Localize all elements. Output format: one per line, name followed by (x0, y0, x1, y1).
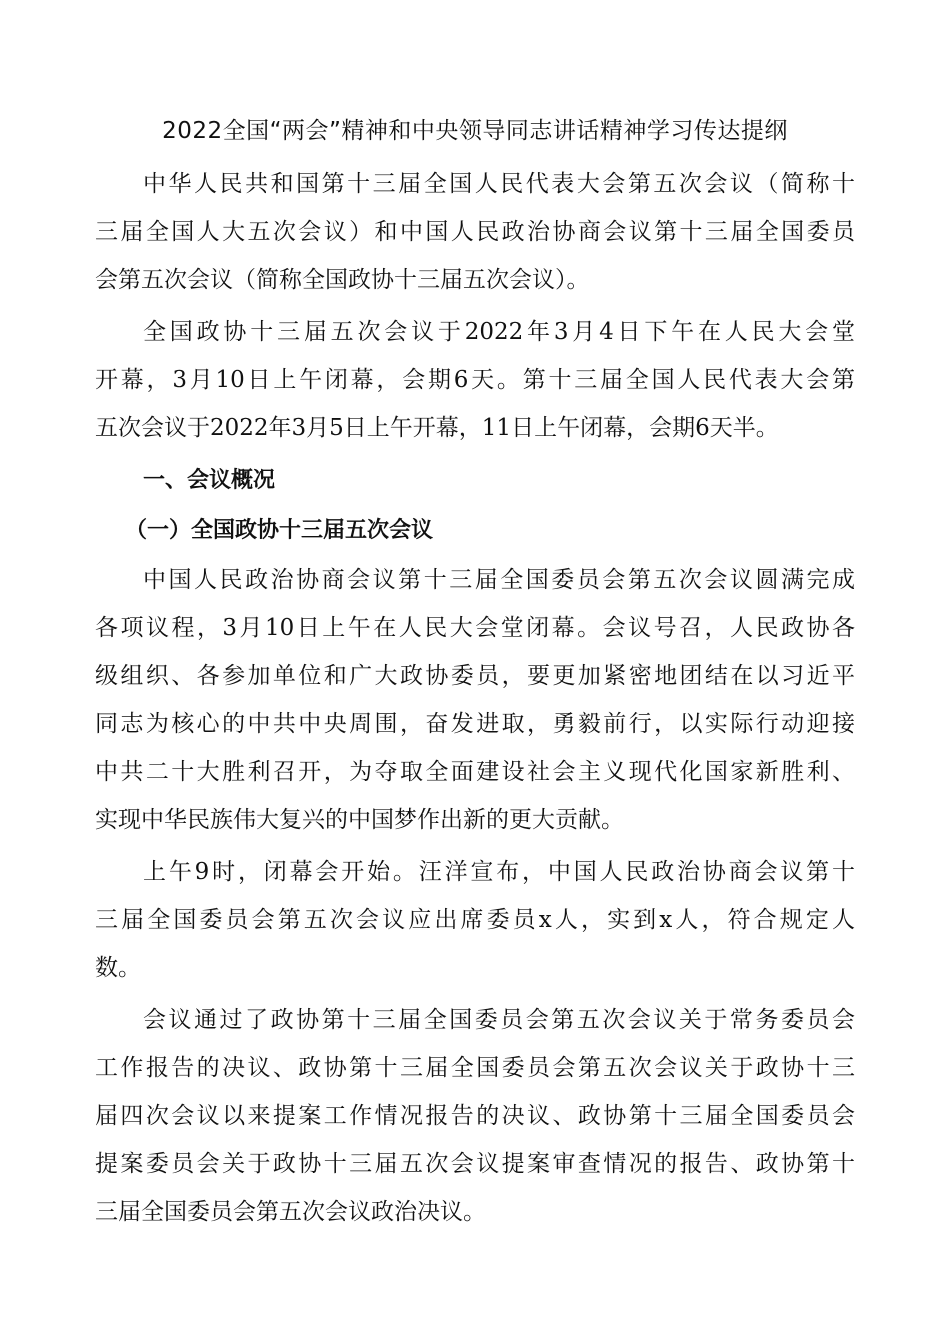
document-body (95, 160, 855, 1240)
paragraph (95, 848, 855, 992)
paragraph-line: 三届全国委员会第五次会议应出席委员x人，实到x人，符合规定人 (95, 907, 855, 933)
paragraph-line: 中国人民政治协商会议第十三届全国委员会第五次会议圆满完成 (143, 567, 855, 593)
paragraph-line: 上午9时，闭幕会开始。汪洋宣布，中国人民政治协商会议第十 (143, 859, 855, 885)
paragraph-line: 三届全国人大五次会议）和中国人民政治协商会议第十三届全国委员 (95, 219, 855, 245)
section-heading: 一、会议概况 (143, 468, 276, 493)
paragraph-line: 五次会议于2022年3月5日上午开幕，11日上午闭幕，会期6天半。 (95, 415, 779, 441)
intro-paragraphs (95, 160, 855, 456)
paragraph-line: 全国政协十三届五次会议于2022年3月4日下午在人民大会堂 (143, 319, 855, 345)
paragraph (95, 556, 855, 844)
paragraph-line: 开幕，3月10日上午闭幕，会期6天。第十三届全国人民代表大会第 (95, 367, 855, 393)
paragraph-line: 会第五次会议（简称全国政协十三届五次会议）。 (95, 267, 590, 293)
document-title: 2022全国“两会”精神和中央领导同志讲话精神学习传达提纲 (162, 118, 788, 144)
paragraph-line: 工作报告的决议、政协第十三届全国委员会第五次会议关于政协十三 (95, 1055, 855, 1081)
section-paragraphs (95, 556, 855, 1240)
paragraph (95, 308, 855, 452)
paragraph-line: 同志为核心的中共中央周围，奋发进取，勇毅前行，以实际行动迎接 (95, 711, 855, 737)
paragraph-line: 实现中华民族伟大复兴的中国梦作出新的更大贡献。 (95, 807, 624, 833)
paragraph-line: 数。 (95, 955, 141, 981)
paragraph-line: 级组织、各参加单位和广大政协委员，要更加紧密地团结在以习近平 (95, 663, 855, 689)
paragraph-line: 届四次会议以来提案工作情况报告的决议、政协第十三届全国委员会 (95, 1103, 855, 1129)
paragraph-line: 中共二十大胜利召开，为夺取全面建设社会主义现代化国家新胜利、 (95, 759, 855, 785)
paragraph-line: 三届全国委员会第五次会议政治决议。 (95, 1199, 486, 1225)
paragraph (95, 996, 855, 1236)
paragraph-line: 提案委员会关于政协十三届五次会议提案审查情况的报告、政协第十 (95, 1151, 855, 1177)
paragraph-line: 会议通过了政协第十三届全国委员会第五次会议关于常务委员会 (143, 1007, 855, 1033)
paragraph-line: 各项议程，3月10日上午在人民大会堂闭幕。会议号召，人民政协各 (95, 615, 855, 641)
paragraph (95, 160, 855, 304)
paragraph-line: 中华人民共和国第十三届全国人民代表大会第五次会议（简称十 (143, 171, 855, 197)
subsection-heading: （一）全国政协十三届五次会议 (125, 518, 434, 543)
